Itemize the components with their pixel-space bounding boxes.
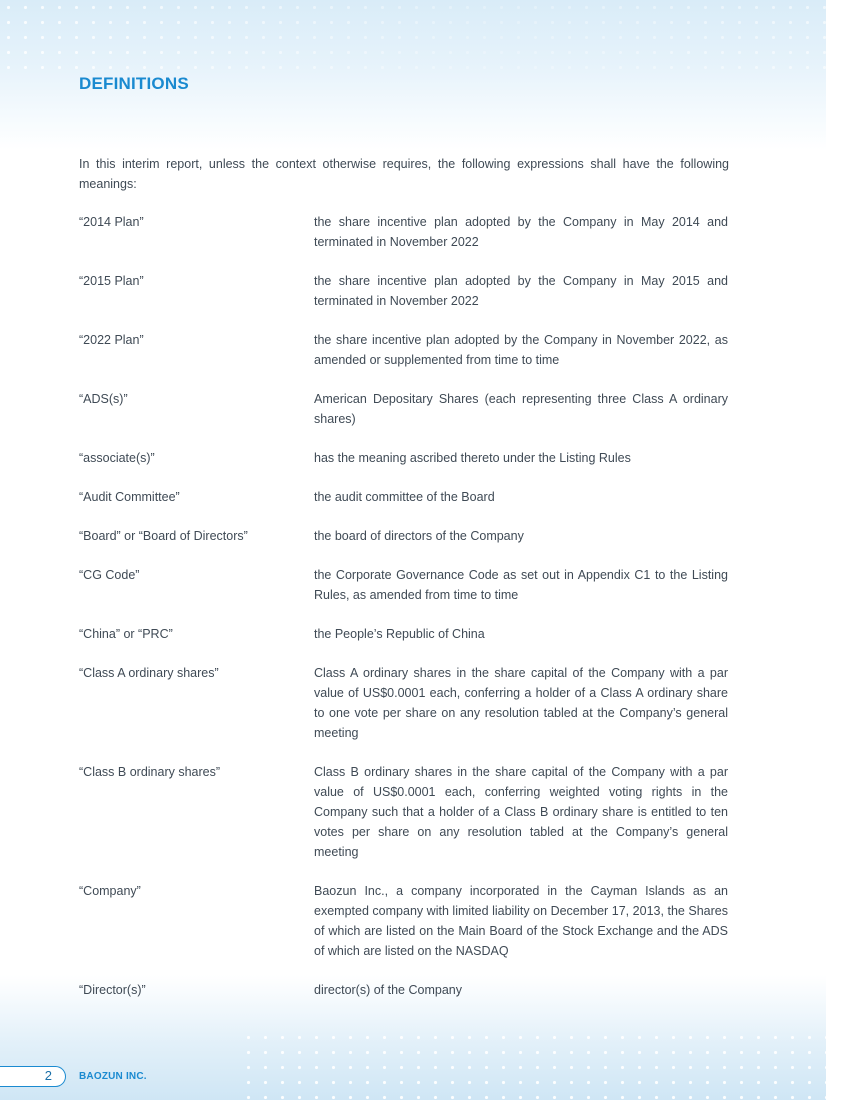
definition-term: “Audit Committee”	[79, 490, 180, 504]
definition-term: “Class B ordinary shares”	[79, 765, 221, 779]
definition-meaning: director(s) of the Company	[314, 983, 462, 997]
definition-term: “CG Code”	[79, 568, 140, 582]
definition-meaning: the share incentive plan adopted by the Company in November 2022, as amended or supplemented from time to time	[314, 333, 728, 367]
definition-meaning: Baozun Inc., a company incorporated in the Cayman Islands as an exempted company with limited liability on December 17, 2013, the Shares of which are listed on the Main Board of the Stock Exchange and the ADS of which are listed on the NASDAQ	[314, 884, 728, 958]
definition-term: “Company”	[79, 884, 141, 898]
definition-row	[79, 624, 729, 644]
definition-meaning: the audit committee of the Board	[314, 490, 495, 504]
definition-meaning: the People’s Republic of China	[314, 627, 485, 641]
definition-row	[79, 663, 729, 743]
definition-row	[79, 980, 729, 1000]
definition-term: “2015 Plan”	[79, 274, 144, 288]
definition-meaning: American Depositary Shares (each representing three Class A ordinary shares)	[314, 392, 728, 426]
definition-meaning: has the meaning ascribed thereto under the Listing Rules	[314, 451, 631, 465]
definition-term: “2014 Plan”	[79, 215, 144, 229]
footer-brand: BAOZUN INC.	[79, 1071, 147, 1082]
definition-meaning: the Corporate Governance Code as set out in Appendix C1 to the Listing Rules, as amended from time to time	[314, 568, 728, 602]
definition-meaning: the share incentive plan adopted by the Company in May 2015 and terminated in November 2022	[314, 274, 728, 308]
definition-term: “Class A ordinary shares”	[79, 666, 219, 680]
definition-meaning: Class A ordinary shares in the share capital of the Company with a par value of US$0.0001 each, conferring a holder of a Class A ordinary share to one vote per share on any resolution tabled at the Company’s general meeting	[314, 666, 728, 740]
definition-row	[79, 762, 729, 862]
definition-term: “ADS(s)”	[79, 392, 128, 406]
footer-dot-pattern	[240, 1030, 826, 1100]
definition-term: “Board” or “Board of Directors”	[79, 529, 248, 543]
definition-row	[79, 389, 729, 429]
header-dot-pattern	[0, 0, 826, 70]
definition-row	[79, 271, 729, 311]
definition-row	[79, 881, 729, 961]
definition-row	[79, 448, 729, 468]
definition-row	[79, 565, 729, 605]
definition-term: “2022 Plan”	[79, 333, 144, 347]
definition-meaning: Class B ordinary shares in the share capital of the Company with a par value of US$0.0001 each, conferring weighted voting rights in the Company such that a holder of a Class B ordinary share is entitled to ten votes per share on any resolution tabled at the Company’s general meeting	[314, 765, 728, 859]
definition-term: “Director(s)”	[79, 983, 146, 997]
definition-row	[79, 330, 729, 370]
definitions-list	[79, 212, 729, 1019]
definition-term: “associate(s)”	[79, 451, 155, 465]
page-number: 2	[0, 1066, 66, 1087]
intro-paragraph: In this interim report, unless the context otherwise requires, the following expressions shall have the following meanings:	[79, 157, 729, 191]
definition-row	[79, 487, 729, 507]
definition-meaning: the board of directors of the Company	[314, 529, 524, 543]
page-title: DEFINITIONS	[79, 74, 189, 93]
definition-row	[79, 212, 729, 252]
definition-row	[79, 526, 729, 546]
definition-meaning: the share incentive plan adopted by the Company in May 2014 and terminated in November 2022	[314, 215, 728, 249]
definition-term: “China” or “PRC”	[79, 627, 173, 641]
